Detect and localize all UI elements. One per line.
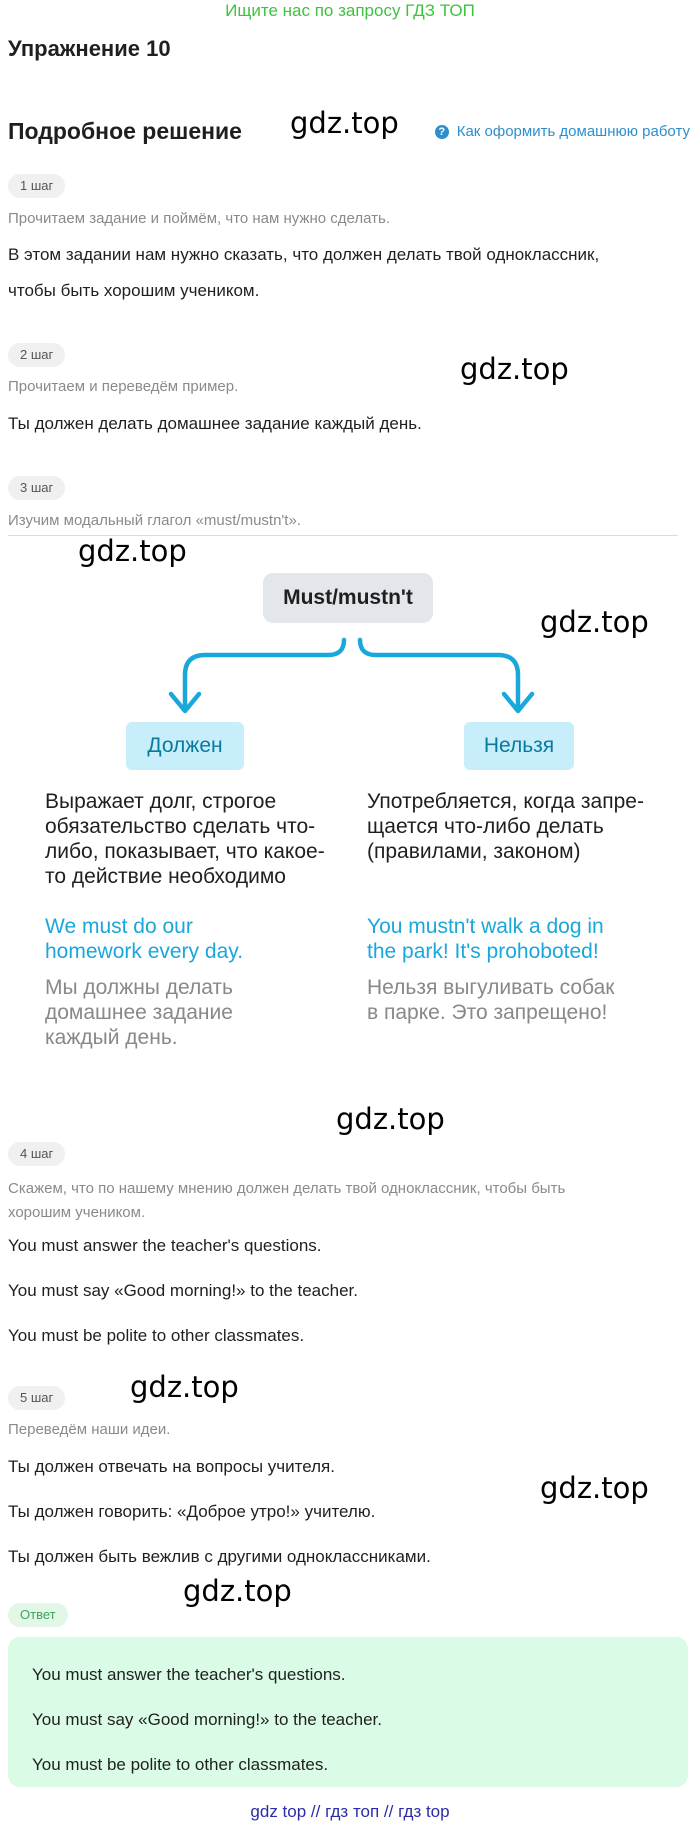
must-label: Должен [126,722,244,770]
howto-link-label: Как оформить домашнюю работу [456,123,690,140]
must-example-en: We must do our homework every day. [45,915,244,963]
mustnt-example-en: You mustn't walk a dog in the park! It's prohoboted! [367,915,604,963]
step-text-line: You must be polite to other classmates. [8,1326,305,1345]
solution-title: Подробное решение [8,118,242,144]
step-text-line: чтобы быть хорошим учеником. [8,281,260,300]
step-badge: 3 шаг [8,476,65,500]
step-text-line: Ты должен говорить: «Доброе утро!» учителю. [8,1502,376,1521]
step-hint: Переведём наши идеи. [8,1421,171,1438]
watermark: gdz.top [460,352,569,386]
step-hint: Прочитаем и переведём пример. [8,378,239,395]
search-banner: Ищите нас по запросу ГДЗ ТОП [225,1,475,20]
watermark: gdz.top [336,1102,445,1136]
question-icon: ? [435,125,449,139]
must-example-ru: Мы должны делать домашнее задание каждый день. [45,976,233,1049]
mustnt-example-ru: Нельзя выгуливать собак в парке. Это запрещено! [367,976,615,1024]
diagram-title-box: Must/mustn't [263,573,433,623]
watermark: gdz.top [540,1471,649,1505]
diagram-arrows [0,0,700,760]
watermark: gdz.top [130,1370,239,1404]
step-badge: 4 шаг [8,1142,65,1166]
watermark: gdz.top [78,534,187,568]
footer-links: gdz top // гдз топ // гдз top [250,1802,450,1821]
right-arrow [360,640,518,710]
step-badge: 5 шаг [8,1386,65,1410]
watermark: gdz.top [183,1574,292,1608]
step-text-line: Ты должен быть вежлив с другими одноклассниками. [8,1547,431,1566]
answer-line: You must say «Good morning!» to the teacher. [32,1710,382,1729]
must-description: Выражает долг, строгое обязательство сделать что- либо, показывает, что какое- то действие необходимо [45,790,325,888]
step-hint: Скажем, что по нашему мнению должен делать твой одноклассник, чтобы быть хорошим учеником. [8,1180,566,1221]
answer-line: You must be polite to other classmates. [32,1755,329,1774]
watermark: gdz.top [540,605,649,639]
exercise-title: Упражнение 10 [8,36,171,61]
step-text-line: Ты должен отвечать на вопросы учителя. [8,1457,335,1476]
step-text-line: Ты должен делать домашнее задание каждый день. [8,414,422,433]
step-hint: Прочитаем задание и поймём, что нам нужно сделать. [8,210,391,227]
step-badge: 1 шаг [8,174,65,198]
answer-line: You must answer the teacher's questions. [32,1665,346,1684]
step-hint: Изучим модальный глагол «must/mustn't». [8,512,301,529]
mustnt-label: Нельзя [464,722,574,770]
mustnt-description: Употребляется, когда запре- щается что-либо делать (правилами, законом) [367,790,644,863]
left-arrow [185,640,344,710]
step-text-line: You must answer the teacher's questions. [8,1236,322,1255]
step-text-line: You must say «Good morning!» to the teacher. [8,1281,358,1300]
step-text-line: В этом задании нам нужно сказать, что должен делать твой одноклассник, [8,245,600,264]
watermark: gdz.top [290,106,399,140]
answer-badge: Ответ [8,1603,68,1627]
step-badge: 2 шаг [8,343,65,367]
